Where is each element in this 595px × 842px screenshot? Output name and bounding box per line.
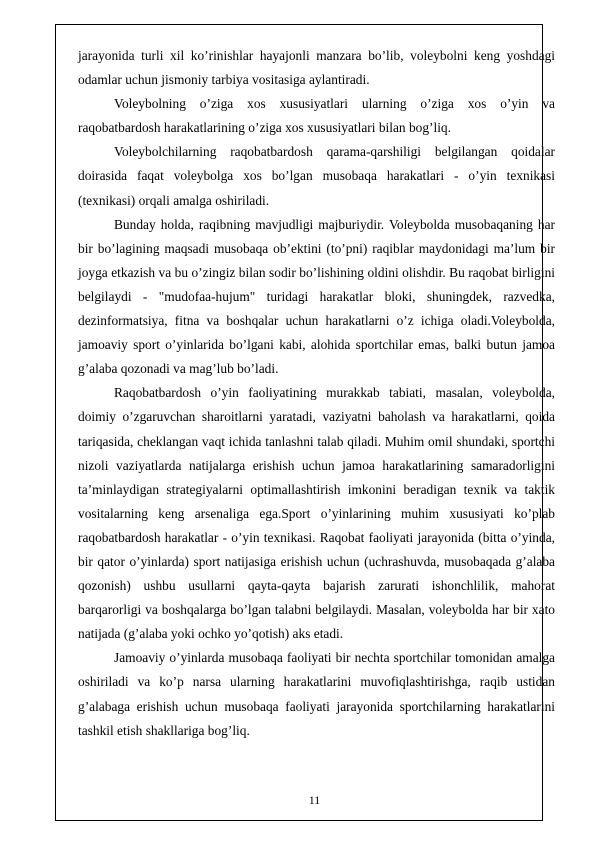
paragraph-continuation: jarayonida turli xil ko’rinishlar hayajonli manzara bo’lib, voleybolni keng yoshdagi odamlar uchun jismoniy tarbiya vositasiga aylantiradi.: [78, 48, 555, 88]
paragraph: Voleybolning o’ziga xos xususiyatlari ularning o’ziga xos o’yin va raqobatbardosh harakatlarining o’ziga xos xususiyatlari bilan bog’liq.: [78, 96, 555, 136]
body-text: [78, 44, 555, 743]
paragraph: Raqobatbardosh o’yin faoliyatining murakkab tabiati, masalan, voleybolda, doimiy o’zgaruvchan sharoitlarni yaratadi, vaziyatni baholash va harakatlarni, qoida tariqasida, cheklangan vaqt ichida tanlashni talab qiladi. Muhim omil shundaki, sportchi nizoli vaziyatlarda natijalarga erishish uchun jamoa harakatlarining samaradorligini ta’minlaydigan strategiyalarni optimallashtirish imkonini beradigan texnik va taktik vositalarning keng arsenaliga ega.Sport o’yinlarining muhim xususiyati ko’plab raqobatbardosh harakatlar - o’yin texnikasi. Raqobat faoliyati jarayonida (bitta o’yinda, bir qator o’yinlarda) sport natijasiga erishish uchun (uchrashuvda, musobaqada g’alaba qozonish) ushbu usullarni qayta-qayta bajarish zarurati ishonchlilik, mahorat barqarorligi va boshqalarga bo’lgan talabni belgilaydi. Masalan, voleybolda har bir xato natijada (g’alaba yoki ochko yo’qotish) aks etadi.: [78, 385, 555, 642]
page-number: 11: [308, 793, 321, 807]
paragraph: Jamoaviy o’yinlarda musobaqa faoliyati bir nechta sportchilar tomonidan amalga oshiriladi va ko’p narsa ularning harakatlarini muvofiqlashtirishga, raqib ustidan g’alabaga erishish uchun musobaqa faoliyati jarayonida sportchilarning harakatlarini tashkil etish shakllariga bog’liq.: [78, 650, 555, 738]
paragraph: Bunday holda, raqibning mavjudligi majburiydir. Voleybolda musobaqaning har bir bo’lagining maqsadi musobaqa ob’ektini (to’pni) raqiblar maydonidagi ma’lum bir joyga etkazish va bu o’zingiz bilan sodir bo’lishining oldini olishdir. Bu raqobat birligini belgilaydi - "mudofaa-hujum" turidagi harakatlar bloki, shuningdek, razvedka, dezinformatsiya, fitna va boshqalar uchun harakatlarni o’z ichiga oladi.Voleybolda, jamoaviy sport o’yinlarida bo’lgani kabi, alohida sportchilar emas, balki butun jamoa g’alaba qozonadi va mag’lub bo’ladi.: [78, 216, 555, 377]
paragraph: Voleybolchilarning raqobatbardosh qarama-qarshiligi belgilangan qoidalar doirasida faqat voleybolga xos bo’lgan musobaqa harakatlari - o’yin texnikasi (texnikasi) orqali amalga oshiriladi.: [78, 144, 555, 208]
